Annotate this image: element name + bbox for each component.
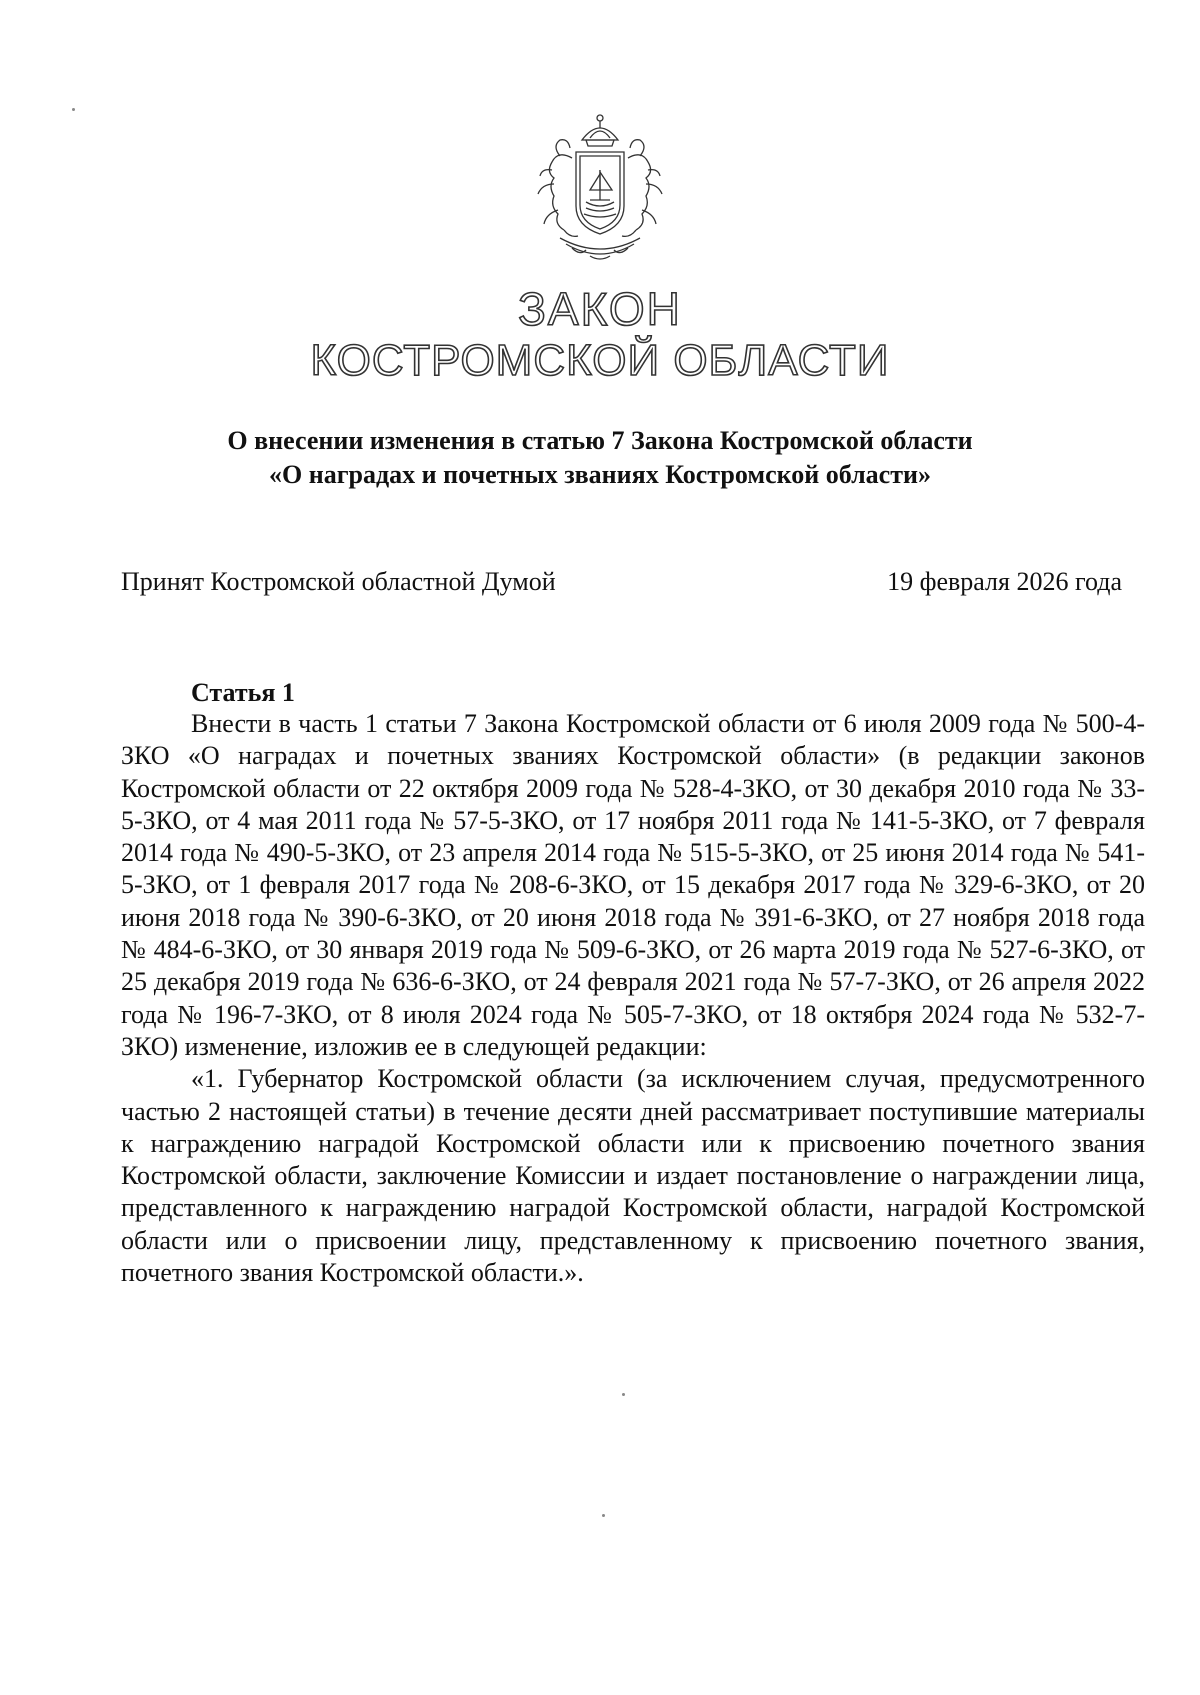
article-body — [121, 708, 1145, 1289]
region-heading: КОСТРОМСКОЙ ОБЛАСТИ — [310, 336, 890, 385]
scan-speck — [622, 1393, 625, 1396]
article-paragraph-1: Внести в часть 1 статьи 7 Закона Костромской области от 6 июля 2009 года № 500-4-ЗКО «О наградах и почетных званиях Костромской области» (в редакции законов Костромской области от 22 октября 2009 года № 528-4-ЗКО, от 30 декабря 2010 года № 33-5-ЗКО, от 4 мая 2011 года № 57-5-ЗКО, от 17 ноября 2011 года № 141-5-ЗКО, от 7 февраля 2014 года № 490-5-ЗКО, от 23 апреля 2014 года № 515-5-ЗКО, от 25 июня 2014 года № 541-5-ЗКО, от 1 февраля 2017 года № 208-6-ЗКО, от 15 декабря 2017 года № 329-6-ЗКО, от 20 июня 2018 года № 390-6-ЗКО, от 20 июня 2018 года № 391-6-ЗКО, от 27 ноября 2018 года № 484-6-ЗКО, от 30 января 2019 года № 509-6-ЗКО, от 26 марта 2019 года № 527-6-ЗКО, от 25 декабря 2019 года № 636-6-ЗКО, от 24 февраля 2021 года № 57-7-ЗКО, от 26 апреля 2022 года № 196-7-ЗКО, от 8 июля 2024 года № 505-7-ЗКО, от 18 октября 2024 года № 532-7-ЗКО) изменение, изложив ее в следующей редакции: — [121, 709, 1145, 1061]
article-heading: Статья 1 — [191, 678, 295, 707]
scan-speck — [72, 108, 75, 111]
adoption-date: 19 февраля 2026 года — [887, 567, 1122, 596]
scan-speck — [602, 1514, 605, 1517]
law-heading: ЗАКОН — [518, 283, 682, 335]
adopted-by: Принят Костромской областной Думой — [121, 567, 556, 596]
document-title-line-1: О внесении изменения в статью 7 Закона Костромской области — [227, 426, 973, 455]
kostroma-coat-of-arms-icon — [520, 110, 680, 270]
article-paragraph-2: «1. Губернатор Костромской области (за исключением случая, предусмотренного частью 2 настоящей статьи) в течение десяти дней рассматривает поступившие материалы к награждению наградой Костромской области или к присвоению почетного звания Костромской области, заключение Комиссии и издает постановление о награждении лица, представленного к награждению наградой Костромской области, наградой Костромской области или о присвоении лицу, представленному к присвоению почетного звания, почетного звания Костромской области.». — [121, 1064, 1145, 1288]
document-title-line-2: «О наградах и почетных званиях Костромской области» — [269, 460, 931, 489]
